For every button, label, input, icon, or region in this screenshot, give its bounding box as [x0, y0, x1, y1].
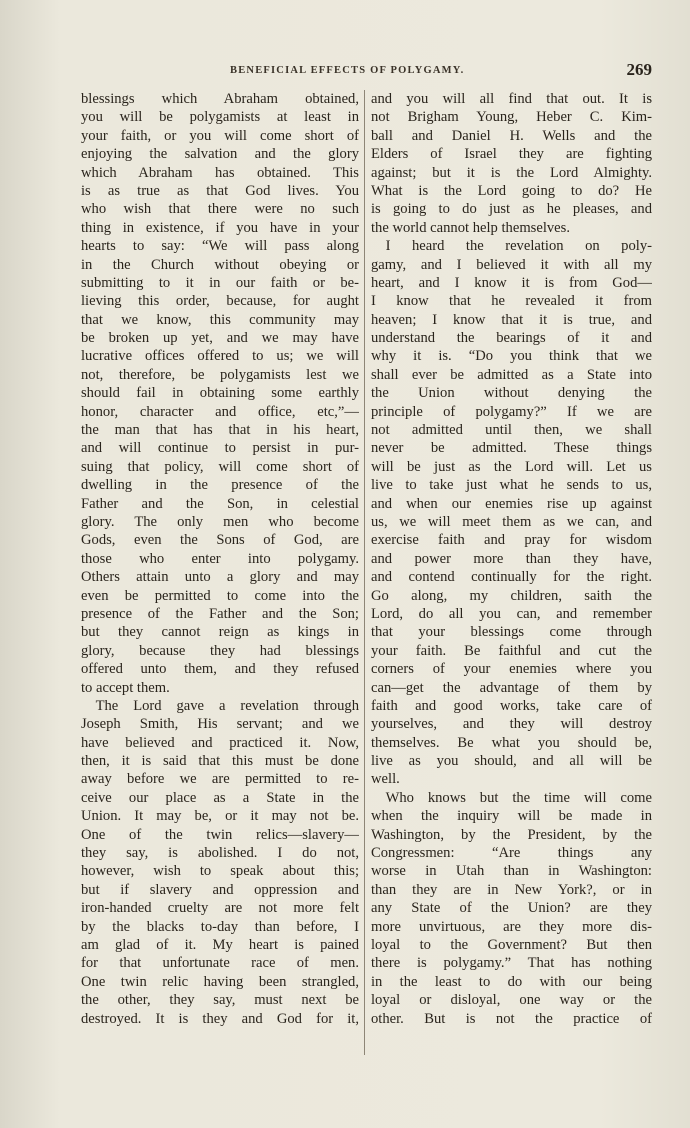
text-line: What is the Lord going to do? He [371, 182, 652, 199]
text-line: in the least to do with our being [371, 973, 652, 990]
text-line: honor, character and office, etc,”— [81, 403, 359, 420]
text-line: heart, and I know it is from God— [371, 274, 652, 291]
text-line: to accept them. [81, 679, 170, 696]
text-line: faith and good works, take care of [371, 697, 652, 714]
text-line: will be just as the Lord will. Let us [371, 458, 652, 475]
text-line: who wish that there were no such [81, 201, 359, 218]
text-line: hearts to say: “We will pass along [81, 238, 359, 255]
text-line: more unvirtuous, are they more dis- [371, 918, 652, 935]
text-line: destroyed. It is they and God for it, [81, 1010, 359, 1027]
text-line: yourselves, and they will destroy [371, 716, 652, 733]
text-line: not Brigham Young, Heber C. Kim- [371, 109, 652, 126]
text-line: lieving this order, because, for aught [81, 293, 359, 310]
text-line: not, therefore, be polygamists lest we [81, 366, 359, 383]
text-line: should fail in obtaining some earthly [81, 385, 359, 402]
text-line: other. But is not the practice of [371, 1010, 652, 1027]
text-line: and power more than they have, [371, 550, 652, 567]
right-column [371, 90, 652, 1028]
text-line: Father and the Son, in celestial [81, 495, 359, 512]
text-line: well. [371, 771, 400, 788]
text-line: not admitted until then, we shall [371, 422, 652, 439]
text-line: One of the twin relics—slavery— [81, 826, 359, 843]
text-line: Who knows but the time will come [371, 789, 652, 806]
text-line: am glad of it. My heart is pained [81, 936, 359, 953]
text-line: never be admitted. These things [371, 440, 652, 457]
text-line: and contend continually for the right. [371, 569, 652, 586]
text-line: there is polygamy.” That has nothing [371, 955, 652, 972]
text-line: live to take just what he sends to us, [371, 477, 652, 494]
text-line: One twin relic having been strangled, [81, 973, 359, 990]
text-line: I know that he revealed it from [371, 293, 652, 310]
text-line: however, wish to speak about this; [81, 863, 359, 880]
text-line: by the blacks to-day than before, I [81, 918, 359, 935]
text-line: they say, is abolished. I do not, [81, 845, 359, 862]
text-line: which Abraham has obtained. This [81, 164, 359, 181]
text-line: Others attain unto a glory and may [81, 569, 359, 586]
text-line: the other, they say, must next be [81, 992, 359, 1009]
text-line: away before we are permitted to re- [81, 771, 359, 788]
text-line: then, it is said that this must be done [81, 753, 359, 770]
text-line: ball and Daniel H. Wells and the [371, 127, 652, 144]
text-line: themselves. Be what you should be, [371, 734, 652, 751]
text-line: the Union without denying the [371, 385, 652, 402]
text-line: suing that policy, will come short of [81, 458, 359, 475]
text-line: corners of your enemies where you [371, 661, 652, 678]
text-line: be broken up yet, and we may have [81, 330, 359, 347]
text-line: and when our enemies rise up against [371, 495, 652, 512]
text-line: the world cannot help themselves. [371, 219, 570, 236]
column-divider [364, 90, 365, 1055]
text-line: Gods, even the Sons of God, are [81, 532, 359, 549]
text-line: can—get the advantage of them by [371, 679, 652, 696]
text-line: loyal or disloyal, one way or the [371, 992, 652, 1009]
text-line: submitting to it in our faith or be- [81, 274, 359, 291]
text-line: have believed and practiced it. Now, [81, 734, 359, 751]
text-line: Union. It may be, or it may not be. [81, 808, 359, 825]
text-line: for that unfortunate race of men. [81, 955, 359, 972]
page-number: 269 [626, 60, 652, 79]
text-line: glory, because they had blessings [81, 642, 359, 659]
text-line: against; but it is the Lord Almighty. [371, 164, 652, 181]
text-line: when the inquiry will be made in [371, 808, 652, 825]
text-line: glory. The only men who become [81, 513, 359, 530]
text-line: is going to do just as he pleases, and [371, 201, 652, 218]
text-line: any State of the Union? are they [371, 900, 652, 917]
text-line: loyal to the Government? But then [371, 936, 652, 953]
text-line: gamy, and I believed it with all my [371, 256, 652, 273]
text-line: Congressmen: “Are things any [371, 845, 652, 862]
text-line: than they are in New York?, or in [371, 881, 652, 898]
text-line: Washington, by the President, by the [371, 826, 652, 843]
text-line: those who enter into polygamy. [81, 550, 359, 567]
text-line: why it is. “Do you think that we [371, 348, 652, 365]
text-line: but they cannot reign as kings in [81, 624, 359, 641]
text-line: that your blessings come through [371, 624, 652, 641]
text-line: ceive our place as a State in the [81, 789, 359, 806]
text-line: your faith, or you will come short of [81, 127, 359, 144]
text-line: presence of the Father and the Son; [81, 605, 359, 622]
text-line: principle of polygamy?” If we are [371, 403, 652, 420]
left-column [81, 90, 359, 1028]
text-line: understand the bearings of it and [371, 330, 652, 347]
text-line: live as you should, and all will be [371, 753, 652, 770]
text-line: enjoying the salvation and the glory [81, 146, 359, 163]
text-line: your faith. Be faithful and cut the [371, 642, 652, 659]
text-line: even be permitted to come into the [81, 587, 359, 604]
text-line: The Lord gave a revelation through [81, 697, 359, 714]
text-line: and will continue to persist in pur- [81, 440, 359, 457]
text-line: dwelling in the presence of the [81, 477, 359, 494]
text-line: I heard the revelation on poly- [371, 238, 652, 255]
text-line: exercise faith and pray for wisdom [371, 532, 652, 549]
text-line: lucrative offices offered to us; we will [81, 348, 359, 365]
text-line: Lord, do all you can, and remember [371, 605, 652, 622]
text-line: iron-handed cruelty are not more felt [81, 900, 359, 917]
text-line: offered unto them, and they refused [81, 661, 359, 678]
text-line: that we know, this community may [81, 311, 359, 328]
text-line: in the Church without obeying or [81, 256, 359, 273]
text-line: blessings which Abraham obtained, [81, 91, 359, 107]
text-line: worse in Utah than in Washington: [371, 863, 652, 880]
text-line: and you will all find that out. It is [371, 91, 652, 107]
text-line: Go along, my children, saith the [371, 587, 652, 604]
text-line: thing in existence, if you have in your [81, 219, 359, 236]
text-line: Elders of Israel they are fighting [371, 146, 652, 163]
text-line: you will be polygamists at least in [81, 109, 359, 126]
text-line: heaven; I know that it is true, and [371, 311, 652, 328]
text-line: the man that has that in his heart, [81, 422, 359, 439]
text-line: but if slavery and oppression and [81, 881, 359, 898]
text-line: shall ever be admitted as a State into [371, 366, 652, 383]
text-line: us, we will meet them as we can, and [371, 513, 652, 530]
text-line: is as true as that God lives. You [81, 182, 359, 199]
page-header [80, 60, 652, 82]
running-head: BENEFICIAL EFFECTS OF POLYGAMY. [230, 65, 465, 76]
text-line: Joseph Smith, His servant; and we [81, 716, 359, 733]
